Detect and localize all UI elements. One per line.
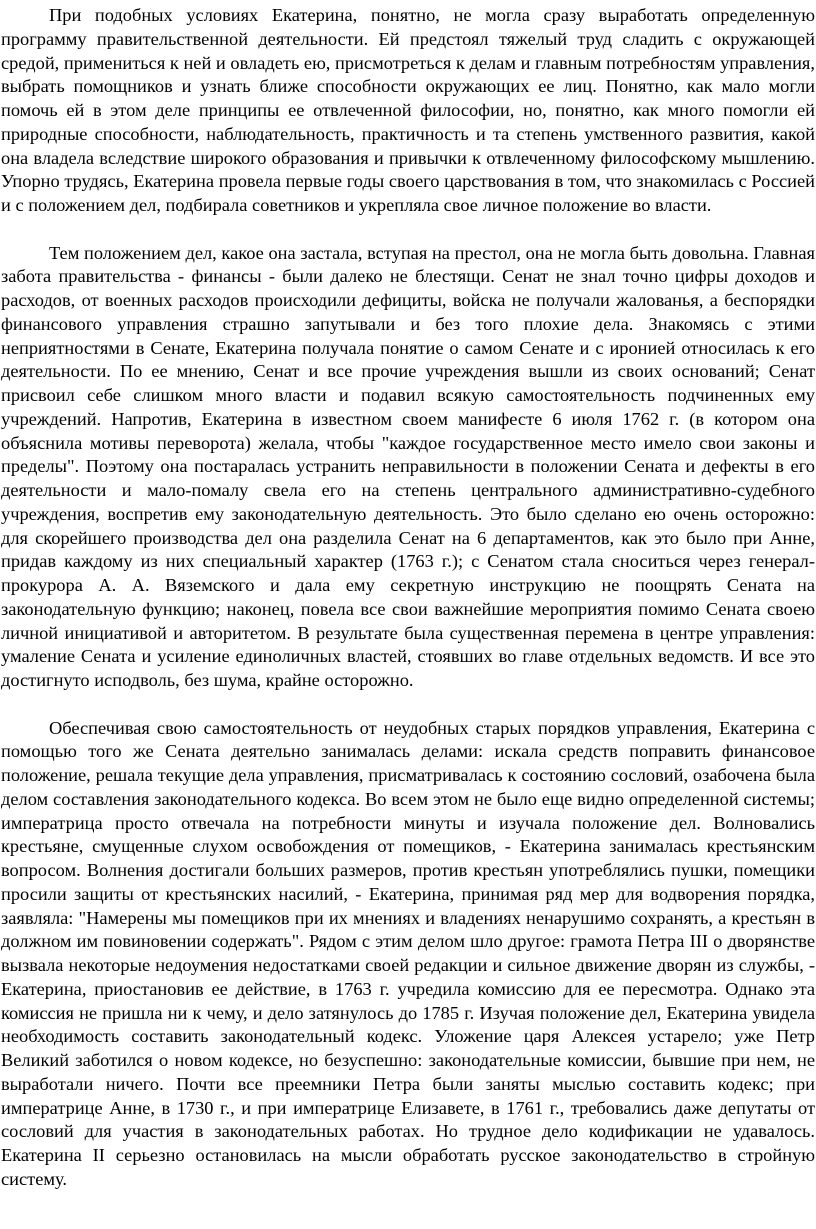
- paragraph-spacer: [1, 218, 815, 242]
- paragraph-legislative-code: Обеспечивая свою самостоятельность от неудобных старых порядков управления, Екатерина с помощью того же Сената деятельно занималась делами: искала средств поправить финансовое положение, решала текущие дела управления, присматривалась к состоянию сословий, озабочена была делом составления законодательного кодекса. Во всем этом не было еще видно определенной системы; императрица просто отвечала на потребности минуты и изучала положение дел. Волновались крестьяне, смущенные слухом освобождения от помещиков, - Екатерина занималась крестьянским вопросом. Волнения достигали больших размеров, против крестьян употреблялись пушки, помещики просили защиты от крестьянских насилий, - Екатерина, принимая ряд мер для водворения порядка, заявляла: "Намерены мы помещиков при их мнениях и владениях ненарушимо сохранять, а крестьян в должном им повиновении содержать". Рядом с этим делом шло другое: грамота Петра III о дворянстве вызвала некоторые недоумения недостатками своей редакции и сильное движение дворян из службы, - Екатерина, приостановив ее действие, в 1763 г. учредила комиссию для ее пересмотра. Однако эта комиссия не пришла ни к чему, и дело затянулось до 1785 г. Изучая положение дел, Екатерина увидела необходимость составить законодательный кодекс. Уложение царя Алексея устарело; уже Петр Великий заботился о новом кодексе, но безуспешно: законодательные комиссии, бывшие при нем, не выработали ничего. Почти все преемники Петра были заняты мыслью составить кодекс; при императрице Анне, в 1730 г., и при императрице Елизавете, в 1761 г., требовались даже депутаты от сословий для участия в законодательных работах. Но трудное дело кодификации не удавалось. Екатерина II серьезно остановилась на мысли обработать русское законодательство в стройную систему.: [1, 717, 815, 1189]
- paragraph-spacer: [1, 693, 815, 717]
- paragraph-senate-reform: Тем положением дел, какое она застала, вступая на престол, она не могла быть довольна. Главная забота правительства - финансы - были далеко не блестящи. Сенат не знал точно цифры доходов и расходов, от военных расходов происходили дефициты, войска не получали жалованья, а беспорядки финансового управления страшно запутывали и без того плохие дела. Знакомясь с этими неприятностями в Сенате, Екатерина получала понятие о самом Сенате и с иронией относилась к его деятельности. По ее мнению, Сенат и все прочие учреждения вышли из своих оснований; Сенат присвоил себе слишком много власти и подавил всякую самостоятельность подчиненных ему учреждений. Напротив, Екатерина в известном своем манифесте 6 июля 1762 г. (в котором она объяснила мотивы переворота) желала, чтобы "каждое государственное место имело свои законы и пределы". Поэтому она постаралась устранить неправильности в положении Сената и дефекты в его деятельности и мало-помалу свела его на степень центрального административно-судебного учреждения, воспретив ему законодательную деятельность. Это было сделано ею очень осторожно: для скорейшего производства дел она разделила Сенат на 6 департаментов, как это было при Анне, придав каждому из них специальный характер (1763 г.); с Сенатом стала сноситься через генерал-прокурора А. А. Вяземского и дала ему секретную инструкцию не поощрять Сената на законодательную функцию; наконец, повела все свои важнейшие мероприятия помимо Сената своею личной инициативой и авторитетом. В результате была существенная перемена в центре управления: умаление Сената и усиление единоличных властей, стоявших во главе отдельных ведомств. И все это достигнуто исподволь, без шума, крайне осторожно.: [1, 242, 815, 690]
- paragraph-catherine-early-reign: При подобных условиях Екатерина, понятно, не могла сразу выработать определенную программу правительственной деятельности. Ей предстоял тяжелый труд сладить с окружающей средой, примениться к ней и овладеть ею, присмотреться к делам и главным потребностям управления, выбрать помощников и узнать ближе способности окружающих ее лиц. Понятно, как мало могли помочь ей в этом деле принципы ее отвлеченной философии, но, понятно, как много помогли ей природные способности, наблюдательность, практичность и та степень умственного развития, какой она владела вследствие широкого образования и привычки к отвлеченному философскому мышлению. Упорно трудясь, Екатерина провела первые годы своего царствования в том, что знакомилась с Россией и с положением дел, подбирала советников и укрепляла свое личное положение во власти.: [1, 5, 815, 215]
